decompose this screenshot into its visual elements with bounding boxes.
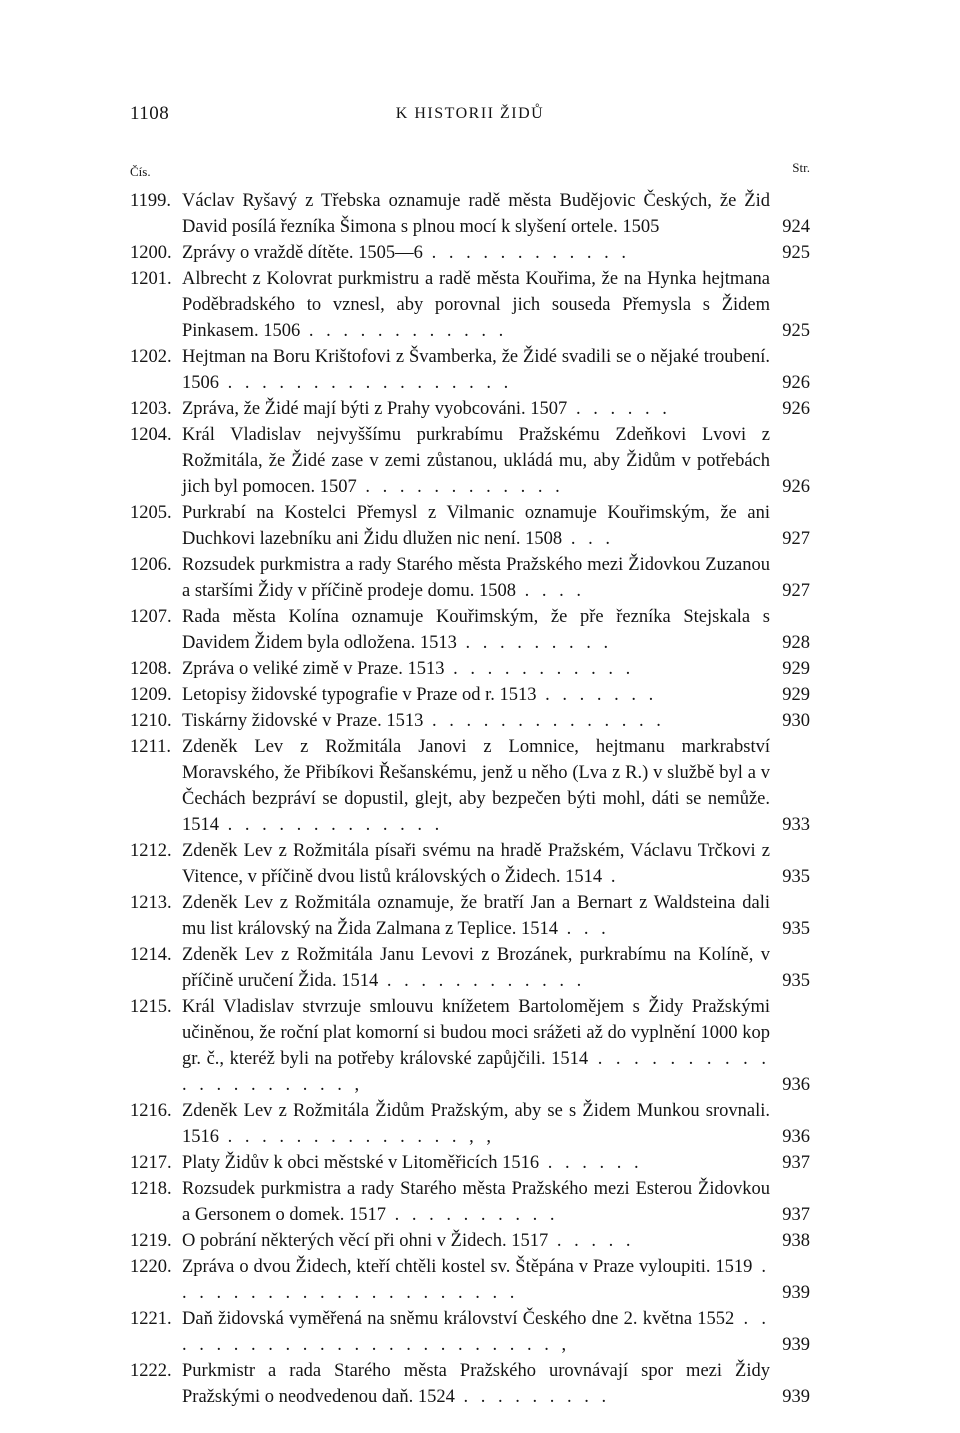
dot-leader: . . . . . . . . . . . . . . . . . . . . . . . . , bbox=[182, 1309, 770, 1355]
entry-page: 939 bbox=[782, 1387, 810, 1407]
entry-page: 935 bbox=[782, 919, 810, 939]
entry-title-text: Rozsudek purkmistra a rady Starého města Pražského mezi Židovkou Zuzanou a staršími Židy v příčině prodeje domu. 1508 bbox=[182, 555, 770, 601]
page-header bbox=[130, 103, 810, 129]
dot-leader: . . . . . . . . . . . . . . . . . bbox=[219, 373, 513, 393]
list-item bbox=[130, 1098, 810, 1150]
list-item bbox=[130, 1358, 810, 1410]
entry-page: 935 bbox=[782, 971, 810, 991]
dot-leader: . . . . . bbox=[548, 1231, 635, 1251]
dot-leader: . . . . . . . . . . . . . . , , bbox=[219, 1127, 495, 1147]
list-item bbox=[130, 942, 810, 994]
entry-title-text: Rozsudek purkmistra a rady Starého města Pražského mezi Esterou Židovkou a Gersonem o domek. 1517 bbox=[182, 1179, 770, 1225]
dot-leader: . . . . . . . . . . . . . . . . . . . . , bbox=[182, 1049, 770, 1095]
list-item bbox=[130, 266, 810, 344]
entry-number: 1210. bbox=[130, 711, 172, 731]
list-item bbox=[130, 1254, 810, 1306]
entry-page: 929 bbox=[782, 659, 810, 679]
entry-title-text: Zpráva o veliké zimě v Praze. 1513 bbox=[182, 659, 445, 679]
entry-title-text: Zprávy o vraždě dítěte. 1505—6 bbox=[182, 243, 423, 263]
dot-leader: . . . . . . . bbox=[536, 685, 658, 705]
dot-leader: . . . . bbox=[515, 581, 585, 601]
entry-title bbox=[182, 838, 810, 890]
entry-title-text: Zdeněk Lev z Rožmitála Janu Levovi z Brozánek, purkrabímu na Kolíně, v příčině uručení Žida. 1514 bbox=[182, 945, 770, 991]
entry-number: 1218. bbox=[130, 1179, 172, 1199]
entry-title bbox=[182, 656, 810, 682]
entry-title bbox=[182, 422, 810, 500]
dot-leader: . . . . . . . . . bbox=[456, 633, 613, 653]
entry-number: 1219. bbox=[130, 1231, 172, 1251]
entry-title bbox=[182, 500, 810, 552]
entry-title bbox=[182, 1176, 810, 1228]
entry-number: 1205. bbox=[130, 503, 172, 523]
list-item bbox=[130, 344, 810, 396]
list-item bbox=[130, 240, 810, 266]
dot-leader: . . . . . . . . . . . . bbox=[422, 243, 630, 263]
dot-leader: . . . . . . . . . bbox=[454, 1387, 611, 1407]
list-item bbox=[130, 188, 810, 240]
list-item bbox=[130, 500, 810, 552]
entry-title-text: Král Vladislav nejvyššímu purkrabímu Pražskému Zdeňkovi Lvovi z Rožmitála, že Židé zase v zemi zůstanou, ukládá mu, aby Židům v potřebách jich byl pomocen. 1507 bbox=[182, 425, 770, 497]
entry-title bbox=[182, 1098, 810, 1150]
entry-number: 1203. bbox=[130, 399, 172, 419]
entry-page: 928 bbox=[782, 633, 810, 653]
entry-number: 1207. bbox=[130, 607, 172, 627]
entry-number: 1212. bbox=[130, 841, 172, 861]
list-item bbox=[130, 552, 810, 604]
dot-leader: . . . . . . . . . . . bbox=[444, 659, 635, 679]
entry-title bbox=[182, 1358, 810, 1410]
entry-title-text: Zdeněk Lev z Rožmitála Janovi z Lomnice, hejtmanu markrabství Moravského, že Přibíkovi Řešanskému, jenž u něho (Lva z R.) v službě byl a v Čechách bezpráví se dopustil, glejt, aby bezpečen býti mohl, dáti se nemůže. 1514 bbox=[182, 737, 770, 835]
list-item bbox=[130, 1228, 810, 1254]
entry-page: 937 bbox=[782, 1205, 810, 1225]
entry-title bbox=[182, 1228, 810, 1254]
list-item bbox=[130, 604, 810, 656]
entry-title bbox=[182, 344, 810, 396]
entry-title-text: Platy Židův k obci městské v Litoměřicích 1516 bbox=[182, 1153, 540, 1173]
number-column-header: Čís. bbox=[130, 164, 151, 179]
list-item bbox=[130, 682, 810, 708]
entry-title-text: Zdeněk Lev z Rožmitála Židům Pražským, aby se s Židem Munkou srovnali. 1516 bbox=[182, 1101, 770, 1147]
entry-title-text: Zdeněk Lev z Rožmitála oznamuje, že bratří Jan a Bernart z Waldsteina dali mu list královský na Žida Zalmana z Teplice. 1514 bbox=[182, 893, 770, 939]
entry-number: 1206. bbox=[130, 555, 172, 575]
dot-leader: . . . . . . . . . . . . bbox=[300, 321, 508, 341]
entry-title-text: Rada města Kolína oznamuje Kouřimským, že pře řezníka Stejskala s Davidem Židem byla odložena. 1513 bbox=[182, 607, 770, 653]
entry-page: 935 bbox=[782, 867, 810, 887]
list-item bbox=[130, 890, 810, 942]
page-column-header: Str. bbox=[792, 160, 810, 175]
entry-title-text: Václav Ryšavý z Třebska oznamuje radě města Budějovic Českých, že Žid David posílá řezníka Šimona s plnou mocí k slyšení ortele. 1505 bbox=[182, 191, 770, 237]
entry-page: 926 bbox=[782, 477, 810, 497]
entry-number: 1202. bbox=[130, 347, 172, 367]
dot-leader: . . . . . . . . . . bbox=[385, 1205, 559, 1225]
list-item bbox=[130, 1176, 810, 1228]
dot-leader: . . . bbox=[557, 919, 610, 939]
entry-number: 1215. bbox=[130, 997, 172, 1017]
entry-page: 929 bbox=[782, 685, 810, 705]
column-headers bbox=[130, 160, 810, 180]
entry-title bbox=[182, 708, 810, 734]
entry-number: 1199. bbox=[130, 191, 171, 211]
entry-title-text: Daň židovská vyměřená na sněmu království Českého dne 2. května 1552 bbox=[182, 1309, 735, 1329]
entry-title bbox=[182, 942, 810, 994]
entry-page: 939 bbox=[782, 1335, 810, 1355]
entry-page: 925 bbox=[782, 321, 810, 341]
entry-title bbox=[182, 994, 810, 1098]
entry-title bbox=[182, 396, 810, 422]
entry-title-text: Letopisy židovské typografie v Praze od r. 1513 bbox=[182, 685, 537, 705]
entry-title-text: Tiskárny židovské v Praze. 1513 bbox=[182, 711, 424, 731]
list-item bbox=[130, 422, 810, 500]
entry-page: 936 bbox=[782, 1127, 810, 1147]
list-item bbox=[130, 734, 810, 838]
entry-title-text: Zpráva o dvou Židech, kteří chtěli kostel sv. Štěpána v Praze vyloupiti. 1519 bbox=[182, 1257, 753, 1277]
entry-title-text: Král Vladislav stvrzuje smlouvu knížetem Bartolomějem s Židy Pražskými učiněnou, že roční plat komorní si budou moci srážeti až do vyplnění 1000 kop gr. č., kteréž byli na potřeby královské zapůjčili. 1514 bbox=[182, 997, 770, 1069]
entry-title bbox=[182, 188, 810, 240]
dot-leader: . . . . . . . . . . . . . . . . . . . . . bbox=[182, 1257, 770, 1303]
entry-number: 1220. bbox=[130, 1257, 172, 1277]
entry-title-text: Hejtman na Boru Krištofovi z Švamberka, že Židé svadili se o nějaké troubení. 1506 bbox=[182, 347, 770, 393]
entry-title bbox=[182, 734, 810, 838]
entry-page: 926 bbox=[782, 399, 810, 419]
entry-number: 1204. bbox=[130, 425, 172, 445]
entry-title bbox=[182, 1306, 810, 1358]
entry-page: 927 bbox=[782, 529, 810, 549]
dot-leader: . . . . . . . . . . . . . . bbox=[423, 711, 665, 731]
entry-page: 936 bbox=[782, 1075, 810, 1095]
dot-leader: . bbox=[602, 867, 620, 887]
entry-title-text: Zdeněk Lev z Rožmitála písaři svému na hradě Pražském, Václavu Trčkovi z Vitence, v příčině dvou listů královských o Židech. 1514 bbox=[182, 841, 770, 887]
entry-number: 1221. bbox=[130, 1309, 172, 1329]
list-item bbox=[130, 994, 810, 1098]
page-number: 1108 bbox=[130, 103, 170, 124]
entry-page: 933 bbox=[782, 815, 810, 835]
entry-number: 1222. bbox=[130, 1361, 172, 1381]
entry-title bbox=[182, 604, 810, 656]
entry-number: 1209. bbox=[130, 685, 172, 705]
list-item bbox=[130, 708, 810, 734]
running-title: K HISTORII ŽIDŮ bbox=[395, 105, 545, 122]
entry-title-text: Purkrabí na Kostelci Přemysl z Vilmanic oznamuje Kouřimským, že ani Duchkovi lazebníku ani Židu dlužen nic není. 1508 bbox=[182, 503, 770, 549]
list-item bbox=[130, 656, 810, 682]
entry-page: 925 bbox=[782, 243, 810, 263]
entry-title-text: Purkmistr a rada Starého města Pražského urovnávají spor mezi Židy Pražskými o neodvedenou daň. 1524 bbox=[182, 1361, 770, 1407]
dot-leader: . . . . . . bbox=[567, 399, 671, 419]
dot-leader: . . . . . . . . . . . . bbox=[378, 971, 586, 991]
entry-page: 924 bbox=[782, 217, 810, 237]
entry-title bbox=[182, 890, 810, 942]
entry-title bbox=[182, 552, 810, 604]
entry-number: 1201. bbox=[130, 269, 172, 289]
entry-page: 930 bbox=[782, 711, 810, 731]
entry-title bbox=[182, 1254, 810, 1306]
entry-title-text: Zpráva, že Židé mají býti z Prahy vyobcováni. 1507 bbox=[182, 399, 568, 419]
entry-page: 938 bbox=[782, 1231, 810, 1251]
entry-page: 937 bbox=[782, 1153, 810, 1173]
dot-leader: . . . . . . . . . . . . bbox=[356, 477, 564, 497]
entry-number: 1200. bbox=[130, 243, 172, 263]
entry-list bbox=[130, 188, 810, 1410]
dot-leader: . . . . . . . . . . . . . bbox=[219, 815, 444, 835]
entry-page: 939 bbox=[782, 1283, 810, 1303]
entry-title-text: O pobrání některých věcí při ohni v Židech. 1517 bbox=[182, 1231, 549, 1251]
entry-number: 1213. bbox=[130, 893, 172, 913]
entry-title bbox=[182, 266, 810, 344]
list-item bbox=[130, 396, 810, 422]
entry-title bbox=[182, 682, 810, 708]
entry-page: 926 bbox=[782, 373, 810, 393]
entry-number: 1217. bbox=[130, 1153, 172, 1173]
entry-title bbox=[182, 240, 810, 266]
list-item bbox=[130, 1306, 810, 1358]
entry-page: 927 bbox=[782, 581, 810, 601]
entry-title bbox=[182, 1150, 810, 1176]
dot-leader: . . . bbox=[562, 529, 614, 549]
list-item bbox=[130, 838, 810, 890]
list-item bbox=[130, 1150, 810, 1176]
entry-number: 1214. bbox=[130, 945, 172, 965]
entry-number: 1208. bbox=[130, 659, 172, 679]
entry-title-text: Albrecht z Kolovrat purkmistru a radě města Kouřima, že na Hynka hejtmana Poděbradského to vznesl, aby porovnal jich souseda Přemysla s Židem Pinkasem. 1506 bbox=[182, 269, 770, 341]
dot-leader: . . . . . . bbox=[539, 1153, 643, 1173]
entry-number: 1216. bbox=[130, 1101, 172, 1121]
entry-number: 1211. bbox=[130, 737, 171, 757]
